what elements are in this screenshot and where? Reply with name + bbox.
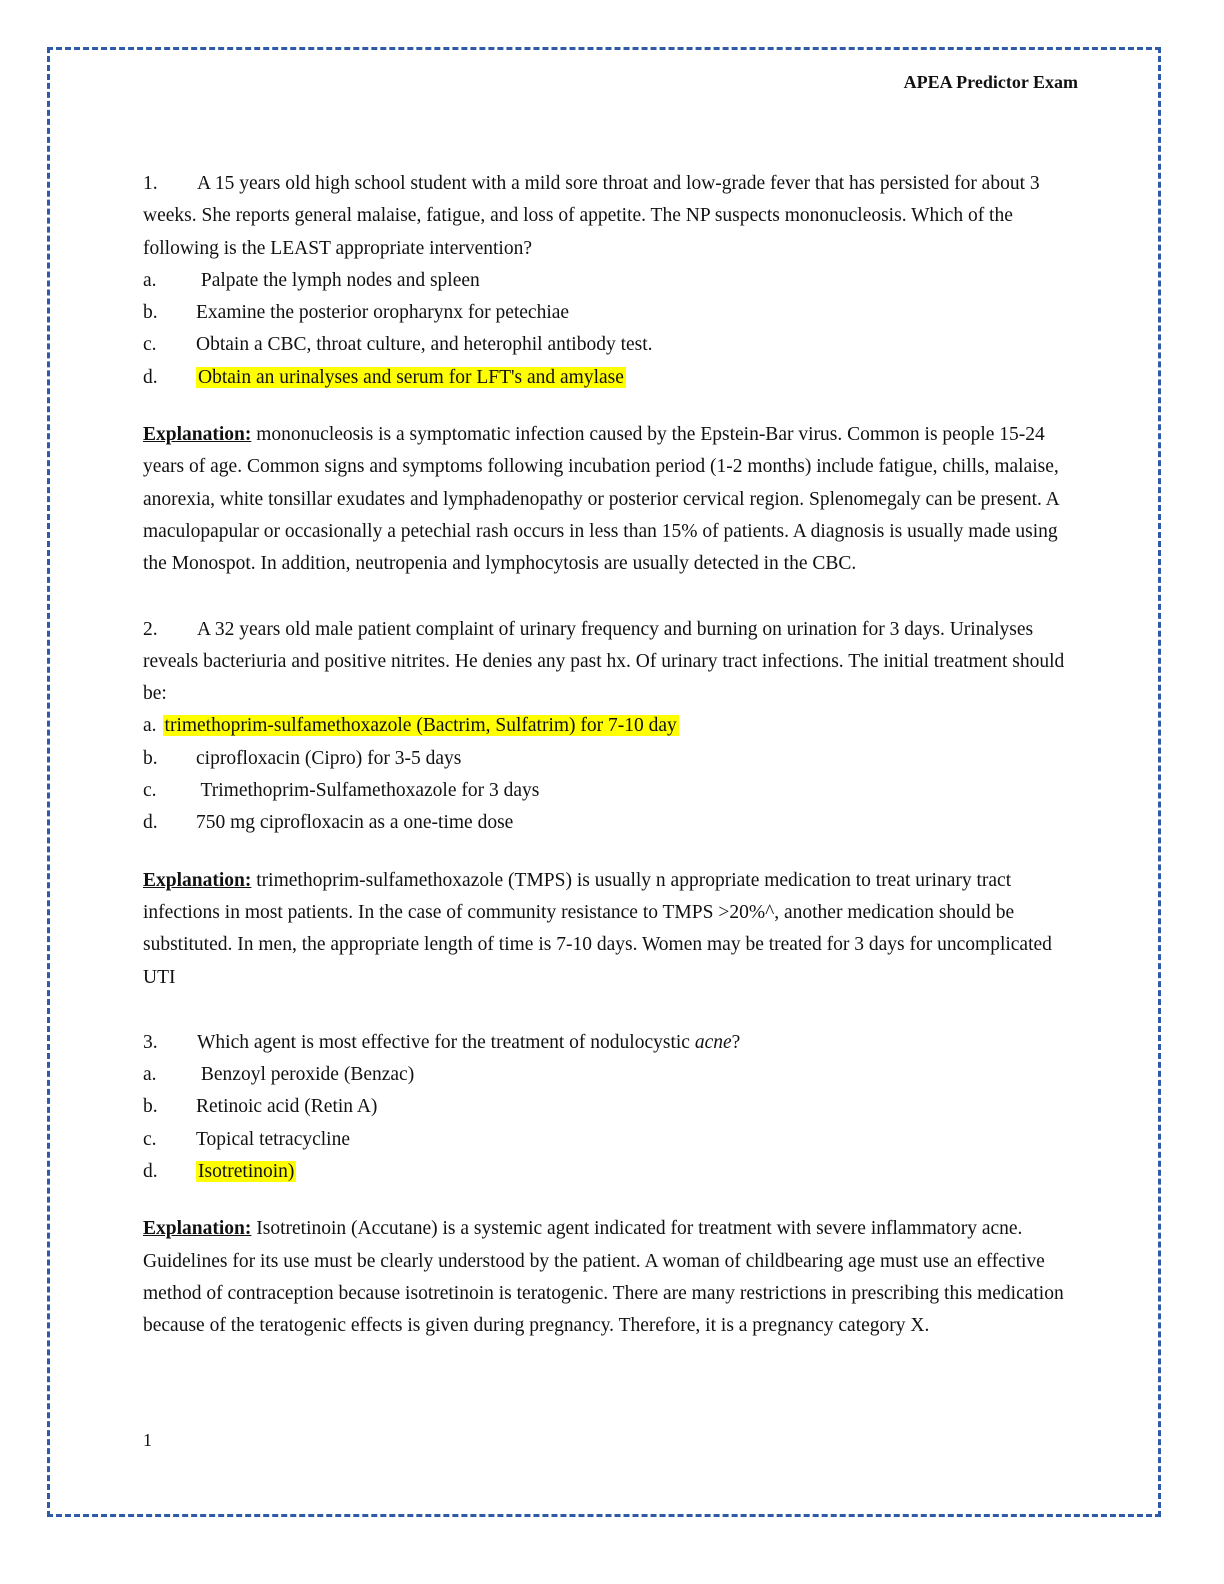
option-letter: a. (143, 269, 157, 291)
explanation-text: trimethoprim-sulfamethoxazole (TMPS) is usually n appropriate medication to treat urinary tract infections in most patients. In the case of community resistance to TMPS >20%^, another medication should be substituted. In men, the appropriate length of time is 7-10 days. Women may be treated for 3 days for uncomplicated UTI (143, 869, 1052, 988)
question-1 (143, 168, 1073, 581)
question-number: 3. (143, 1031, 158, 1053)
explanation-label: Explanation: (143, 424, 252, 446)
correct-answer-highlight: Isotretinoin) (198, 1161, 295, 1183)
question-text: A 32 years old male patient complaint of urinary frequency and burning on urination for 3 days. Urinalyses reveals bacteriuria and positive nitrites. He denies any past hx. Of urinary tract infections. The initial treatment should be: (143, 618, 1065, 705)
option-text: Examine the posterior oropharynx for petechiae (196, 302, 570, 324)
header-title: APEA Predictor Exam (903, 72, 1078, 92)
explanation-label: Explanation: (143, 1218, 252, 1240)
question-stem (143, 168, 1073, 265)
option-letter: c. (143, 334, 157, 356)
question-text: Which agent is most effective for the treatment of nodulocystic (197, 1031, 695, 1053)
option-a (143, 265, 1073, 297)
option-text: Retinoic acid (Retin A) (196, 1096, 378, 1118)
option-letter: c. (143, 780, 157, 802)
correct-answer-highlight: Obtain an urinalyses and serum for LFT's and amylase (198, 366, 624, 388)
option-b (143, 1091, 1073, 1123)
option-letter: b. (143, 1096, 158, 1118)
option-b (143, 743, 1073, 775)
option-letter: c. (143, 1128, 157, 1150)
option-a (143, 710, 1073, 742)
question-2 (143, 614, 1073, 994)
option-letter: d. (143, 812, 158, 834)
option-c (143, 329, 1073, 361)
explanation-label: Explanation: (143, 869, 252, 891)
option-letter: d. (143, 1161, 158, 1183)
option-letter: d. (143, 366, 158, 388)
option-d (143, 362, 1073, 394)
question-number: 2. (143, 618, 158, 640)
option-text: Obtain a CBC, throat culture, and heterophil antibody test. (196, 334, 653, 356)
correct-answer-highlight: trimethoprim-sulfamethoxazole (Bactrim, Sulfatrim) for 7-10 day (164, 715, 677, 737)
option-text: Topical tetracycline (196, 1128, 351, 1150)
question-stem (143, 614, 1073, 711)
question-text-end: ? (731, 1031, 741, 1053)
option-a (143, 1059, 1073, 1091)
explanation (143, 865, 1073, 994)
option-letter: b. (143, 302, 158, 324)
option-letter: a. (143, 1064, 157, 1086)
question-text: A 15 years old high school student with a mild sore throat and low-grade fever that has persisted for about 3 weeks. She reports general malaise, fatigue, and loss of appetite. The NP suspects mononucleosis. Which of the following is the LEAST appropriate intervention? (143, 173, 1040, 259)
explanation-text: Isotretinoin (Accutane) is a systemic agent indicated for treatment with severe inflammatory acne. Guidelines for its use must be clearly understood by the patient. A woman of childbearing age must use an effective method of contraception because isotretinoin is teratogenic. There are many restrictions in prescribing this medication because of the teratogenic effects is given during pregnancy. Therefore, it is a pregnancy category X. (143, 1218, 1064, 1337)
section-gap (143, 994, 1073, 1027)
explanation (143, 1213, 1073, 1342)
question-3 (143, 1027, 1073, 1343)
question-number: 1. (143, 173, 158, 194)
option-d (143, 1156, 1073, 1188)
option-b (143, 297, 1073, 329)
option-c (143, 775, 1073, 807)
option-text: Benzoyl peroxide (Benzac) (196, 1064, 415, 1086)
section-gap (143, 581, 1073, 614)
page-number: 1 (143, 1430, 152, 1450)
option-text: ciprofloxacin (Cipro) for 3-5 days (196, 747, 462, 769)
option-text: 750 mg ciprofloxacin as a one-time dose (196, 812, 514, 834)
option-d (143, 807, 1073, 839)
option-text: Trimethoprim-Sulfamethoxazole for 3 days (196, 780, 540, 802)
document-body (143, 168, 1073, 1343)
question-stem (143, 1027, 1073, 1059)
option-letter: b. (143, 747, 158, 769)
explanation-text: mononucleosis is a symptomatic infection caused by the Epstein-Bar virus. Common is people 15-24 years of age. Common signs and symptoms following incubation period (1-2 months) include fatigue, chills, malaise, anorexia, white tonsillar exudates and lymphadenopathy or posterior cervical region. Splenomegaly can be present. A maculopapular or occasionally a petechial rash occurs in less than 15% of patients. A diagnosis is usually made using the Monospot. In addition, neutropenia and lymphocytosis are usually detected in the CBC. (143, 424, 1059, 575)
question-text-italic: acne (694, 1031, 732, 1053)
option-text: Palpate the lymph nodes and spleen (196, 269, 480, 291)
explanation (143, 419, 1073, 580)
option-letter: a. (143, 715, 157, 737)
option-c (143, 1124, 1073, 1156)
